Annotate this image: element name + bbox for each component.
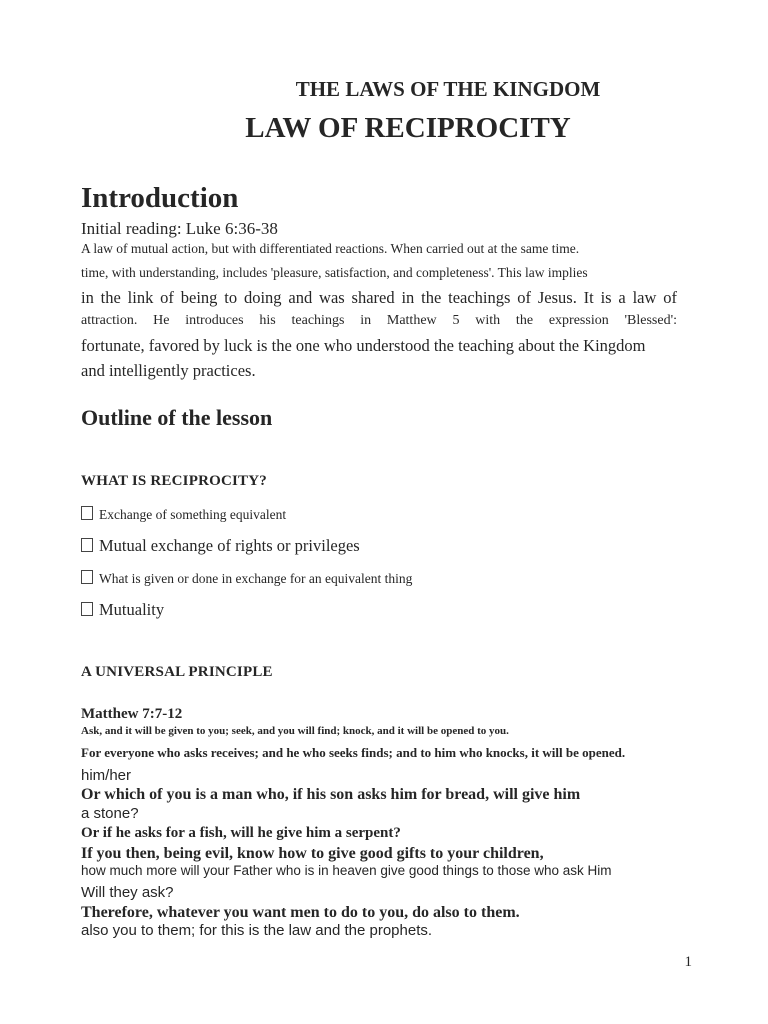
scripture-line: Therefore, whatever you want men to do to you, do also to them. bbox=[81, 904, 520, 921]
scripture-line: him/her bbox=[81, 767, 132, 784]
intro-line-2: time, with understanding, includes 'pleasure, satisfaction, and completeness'. This law implies bbox=[81, 265, 588, 280]
bullet-item bbox=[81, 570, 412, 587]
scripture-line: also you to them; for this is the law and the prophets. bbox=[81, 922, 433, 939]
bullet-item bbox=[81, 536, 360, 556]
bullet-box-icon bbox=[81, 506, 93, 520]
bullet-text: Exchange of something equivalent bbox=[99, 507, 287, 522]
scripture-line: Will they ask? bbox=[81, 884, 174, 901]
outline-heading: Outline of the lesson bbox=[81, 405, 273, 430]
intro-line-1: A law of mutual action, but with differentiated reactions. When carried out at the same time. bbox=[81, 241, 580, 256]
document-title: LAW OF RECIPROCITY bbox=[245, 112, 571, 144]
scripture-line: For everyone who asks receives; and he who seeks finds; and to him who knocks, it will be opened. bbox=[81, 745, 626, 760]
initial-reading: Initial reading: Luke 6:36-38 bbox=[81, 219, 278, 238]
bullet-text: What is given or done in exchange for an equivalent thing bbox=[99, 571, 413, 586]
section-heading-universal-principle: A UNIVERSAL PRINCIPLE bbox=[81, 664, 273, 680]
scripture-line: a stone? bbox=[81, 805, 139, 822]
page-number: 1 bbox=[684, 954, 692, 970]
intro-heading: Introduction bbox=[81, 182, 239, 214]
document-kicker: THE LAWS OF THE KINGDOM bbox=[295, 77, 601, 101]
intro-line-5: fortunate, favored by luck is the one who understood the teaching about the Kingdom bbox=[81, 336, 646, 355]
intro-line-4: attraction. He introduces his teachings in Matthew 5 with the expression 'Blessed': bbox=[81, 313, 677, 328]
intro-line-3: in the link of being to doing and was shared in the teachings of Jesus. It is a law of bbox=[81, 288, 677, 307]
bullet-box-icon bbox=[81, 602, 93, 616]
bullet-text: Mutual exchange of rights or privileges bbox=[99, 536, 360, 555]
bullet-item bbox=[81, 600, 164, 620]
bullet-box-icon bbox=[81, 570, 93, 584]
scripture-line: how much more will your Father who is in heaven give good things to those who ask Him bbox=[81, 863, 612, 878]
section-heading-reciprocity: WHAT IS RECIPROCITY? bbox=[81, 473, 267, 489]
scripture-line: Ask, and it will be given to you; seek, and you will find; knock, and it will be opened to you. bbox=[81, 725, 509, 737]
bullet-box-icon bbox=[81, 538, 93, 552]
bullet-item bbox=[81, 506, 286, 523]
scripture-line: Or which of you is a man who, if his son asks him for bread, will give him bbox=[81, 786, 581, 803]
bullet-text: Mutuality bbox=[99, 600, 165, 619]
scripture-line: Or if he asks for a fish, will he give him a serpent? bbox=[81, 825, 401, 841]
scripture-reference: Matthew 7:7-12 bbox=[81, 706, 183, 722]
intro-line-6: and intelligently practices. bbox=[81, 361, 256, 380]
scripture-line: If you then, being evil, know how to give good gifts to your children, bbox=[81, 845, 544, 862]
